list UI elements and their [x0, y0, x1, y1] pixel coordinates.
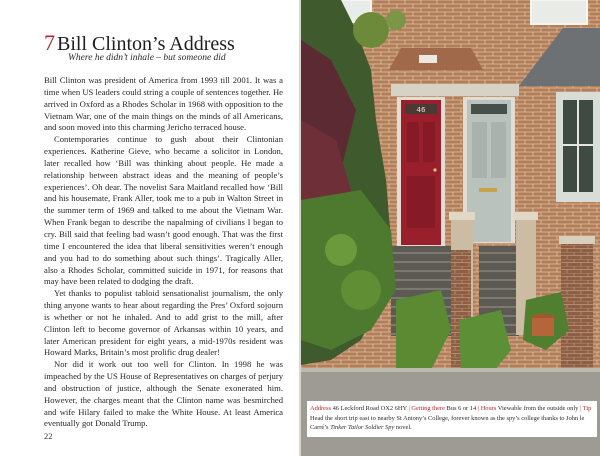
- caption-address: 46 Leckford Road OX2 6HY: [332, 405, 407, 412]
- paragraph: Contemporaries continue to gush about their Clintonian experiences. Katherine Gieve, who became a solicitor in London, later recalled how ‘Bill was thinking about people. He made a relationship between abstract ideas and the meaning of people’s experiences’. Oh dear. The novelist Sara Maitland recalled how ‘Bill and his housemate, Frank Aller, took me to a pub in Walton Street in the summer term of 1969 and talked to me about the Vietnam War. When Frank began to describe the napalming of civilians I began to cry. Bill said that feeling bad wasn’t good enough. That was the first time I encountered the idea that liberal sensitivities weren’t enough and you had to do something about such things’. Tragically Aller, also a Rhodes Scholar, committed suicide in 1971, for reasons that may have been related to dodging the draft.: [44, 134, 283, 287]
- left-page: [0, 0, 299, 456]
- caption-getting: Bus 6 or 14: [446, 405, 477, 412]
- caption-hours: Viewable from the outside only: [497, 405, 579, 412]
- chapter-title: Bill Clinton’s Address: [57, 33, 235, 55]
- caption-getting-label: Getting there: [411, 405, 445, 412]
- lintel: [391, 84, 519, 96]
- door-number: 46: [416, 106, 426, 114]
- right-page: [301, 0, 600, 456]
- caption: Address 46 Leckford Road OX2 6HY | Getting there Bus 6 or 14 | Hours Viewable from the outside only | Tip Head the short trip east to nearby St Antony’s College, forever known as the spy’s college thanks to John le Carré’s Tinker Tailor Soldier Spy novel.: [310, 405, 592, 432]
- caption-tip-label: Tip: [582, 405, 592, 412]
- caption-tip-end: novel.: [395, 424, 412, 432]
- caption-address-label: Address: [310, 405, 331, 412]
- brick-pillar: [561, 240, 593, 370]
- paragraph: Yet thanks to populist tabloid sensationalist journalism, the only thing anyone wants to hear about regarding the Pres’ Oxford sojourn is whether or not he inhaled. And to add grist to the mill, after Clinton left to become governor of Arkansas within 10 years, and later American president for eight years, a mid-1970s resident was Howard Marks, Britain’s most prolific drug dealer!: [44, 288, 283, 358]
- house-plaque: [419, 55, 437, 63]
- flower-pot: [532, 318, 554, 336]
- page-number: 22: [44, 431, 53, 441]
- caption-tip: Head the short trip east to nearby St Antony’s College, forever known as the spy’s college thanks to John le Carré’s: [310, 414, 585, 432]
- chapter-subtitle: Where he didn’t inhale – but someone did: [68, 53, 226, 63]
- body-text: [44, 75, 283, 430]
- upper-window: [531, 0, 587, 24]
- chapter-number: 7: [44, 30, 55, 55]
- caption-tip-title: Tinker Tailor Soldier Spy: [330, 424, 395, 432]
- paragraph: Bill Clinton was president of America from 1993 till 2001. It was a time when US leaders could string a couple of sentences together. He arrived in Oxford as a Rhodes Scholar in 1968 with opposition to the Vietnam War, one of the main things on the minds of all Americans, and soon moved into this charming Jericho terraced house.: [44, 75, 283, 133]
- house-photo: [301, 0, 600, 456]
- caption-hours-label: Hours: [480, 405, 497, 412]
- paragraph: Nor did it work out too well for Clinton. In 1998 he was impeached by the US House of Representatives on charges of perjury and obstruction of justice, although the Senate exonerated him. However, the charges meant that the Clinton name was besmirched and wife Hilary failed to make the White House. At least America eventually got Donald Trump.: [44, 359, 283, 429]
